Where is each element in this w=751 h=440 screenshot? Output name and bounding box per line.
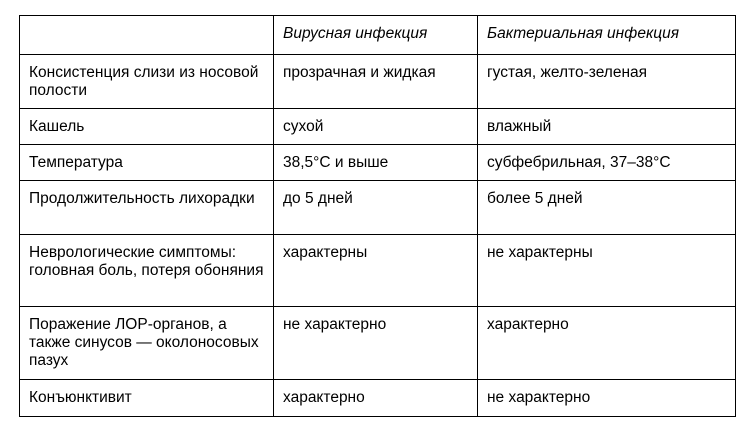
bacterial-cell: влажный: [478, 109, 736, 145]
viral-cell: до 5 дней: [274, 181, 478, 235]
feature-cell: Консистенция слизи из носовой полости: [20, 55, 274, 109]
feature-cell: Кашель: [20, 109, 274, 145]
table-row: [20, 307, 736, 380]
header-cell-empty: [20, 16, 274, 55]
comparison-table: [19, 15, 736, 417]
feature-cell: Конъюнктивит: [20, 380, 274, 417]
header-cell-bacterial: Бактериальная инфекция: [478, 16, 736, 55]
viral-cell: прозрачная и жидкая: [274, 55, 478, 109]
viral-cell: 38,5°С и выше: [274, 145, 478, 181]
bacterial-cell: не характерно: [478, 380, 736, 417]
bacterial-cell: густая, желто-зеленая: [478, 55, 736, 109]
table-row: [20, 145, 736, 181]
table-row: [20, 181, 736, 235]
bacterial-cell: субфебрильная, 37–38°С: [478, 145, 736, 181]
viral-cell: сухой: [274, 109, 478, 145]
table-row: [20, 380, 736, 417]
bacterial-cell: более 5 дней: [478, 181, 736, 235]
feature-cell: Поражение ЛОР-органов, а также синусов — околоносовых пазух: [20, 307, 274, 380]
feature-cell: Температура: [20, 145, 274, 181]
table-row: [20, 109, 736, 145]
viral-cell: характерно: [274, 380, 478, 417]
table-row: [20, 55, 736, 109]
table-header-row: [20, 16, 736, 55]
table-row: [20, 235, 736, 307]
header-cell-viral: Вирусная инфекция: [274, 16, 478, 55]
viral-cell: не характерно: [274, 307, 478, 380]
feature-cell: Продолжительность лихорадки: [20, 181, 274, 235]
bacterial-cell: не характерны: [478, 235, 736, 307]
bacterial-cell: характерно: [478, 307, 736, 380]
viral-cell: характерны: [274, 235, 478, 307]
feature-cell: Неврологические симптомы: головная боль, потеря обоняния: [20, 235, 274, 307]
